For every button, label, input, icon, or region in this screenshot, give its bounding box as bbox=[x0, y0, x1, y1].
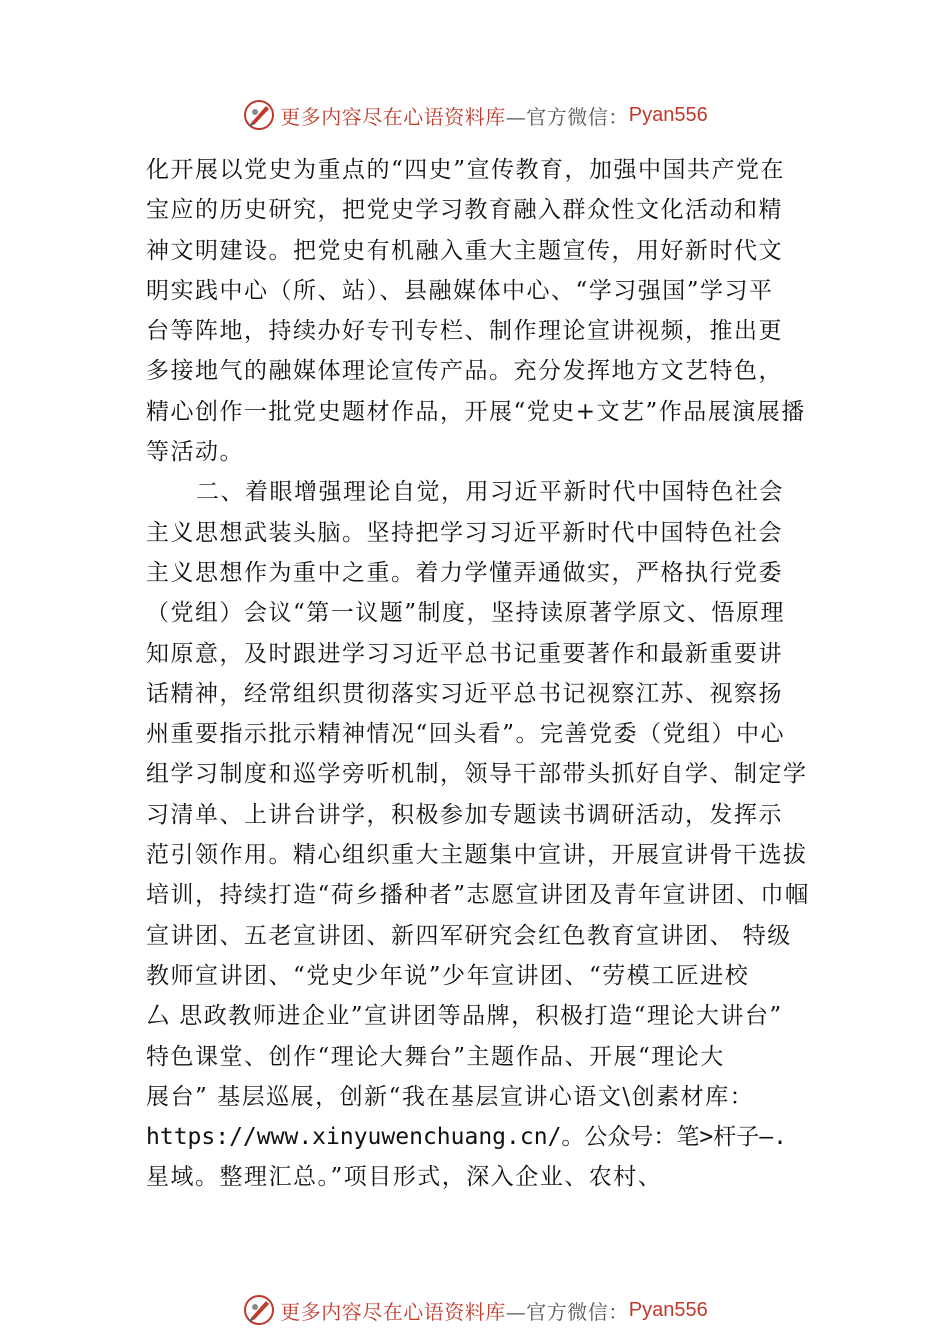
body-line: 明实践中心（所、站）、县融媒体中心、“学习强国”学习平 bbox=[146, 277, 774, 304]
body-line: 特色课堂、创作“理论大舞台”主题作品、开展“理论大 bbox=[146, 1043, 725, 1070]
body-line: 展台” 基层巡展，创新“我在基层宣讲心语文\创素材库： bbox=[146, 1083, 755, 1110]
body-line: 宝应的历史研究，把党史学习教育融入群众性文化活动和精 bbox=[146, 197, 783, 224]
body-line: 厶 思政教师进企业”宣讲团等品牌，积极打造“理论大讲台” bbox=[146, 1003, 783, 1030]
body-line: （党组）会议“第一议题”制度，坚持读原著学原文、悟原理 bbox=[146, 600, 786, 627]
banner-label: —官方微信： bbox=[505, 1299, 629, 1324]
body-line: 知原意，及时跟进学习习近平总书记重要著作和最新重要讲 bbox=[146, 640, 783, 667]
body-line: 多接地气的融媒体理论宣传产品。充分发挥地方文艺特色， bbox=[146, 358, 783, 385]
banner-title: 更多内容尽在心语资料库 bbox=[280, 1299, 506, 1324]
banner-label: —官方微信： bbox=[505, 104, 629, 129]
body-line: 化开展以党史为重点的“四史”宣传教育，加强中国共产党在 bbox=[146, 157, 786, 183]
body-line: 精心创作一批党史题材作品，开展“党史+文艺”作品展演展播 bbox=[146, 398, 806, 425]
banner-wechat-id: Pyan556 bbox=[628, 1298, 708, 1321]
url-line: https://www.xinyuwenchuang.cn/。公众号：笔>杆子—. bbox=[146, 1124, 787, 1151]
body-line: 主义思想作为重中之重。着力学懂弄通做实，严格执行党委 bbox=[146, 559, 783, 586]
body-line: 组学习制度和巡学旁听机制，领导干部带头抓好自学、制定学 bbox=[146, 761, 808, 788]
footer-banner bbox=[0, 1290, 950, 1330]
body-line: 话精神，经常组织贯彻落实习近平总书记视察江苏、视察扬 bbox=[146, 680, 783, 707]
quill-pen-logo-icon bbox=[242, 98, 276, 132]
document-body bbox=[146, 150, 826, 1198]
body-line: 宣讲团、五老宣讲团、新四军研究会红色教育宣讲团、 特级 bbox=[146, 922, 792, 949]
body-line: 星域。整理汇总。”项目形式，深入企业、农村、 bbox=[146, 1164, 663, 1191]
header-banner bbox=[0, 95, 950, 135]
body-line: 习清单、上讲台讲学，积极参加专题读书调研活动，发挥示 bbox=[146, 801, 783, 828]
body-line: 州重要指示批示精神情况“回头看”。完善党委（党组）中心 bbox=[146, 721, 786, 748]
body-line: 培训，持续打造“荷乡播种者”志愿宣讲团及青年宣讲团、巾帼 bbox=[146, 882, 810, 909]
banner-title: 更多内容尽在心语资料库 bbox=[280, 104, 506, 129]
body-line: 等活动。 bbox=[146, 439, 244, 466]
body-line: 台等阵地，持续办好专刊专栏、制作理论宣讲视频，推出更 bbox=[146, 318, 783, 345]
body-line: 教师宣讲团、“党史少年说”少年宣讲团、“劳模工匠进校 bbox=[146, 962, 750, 989]
body-line: 范引领作用。精心组织重大主题集中宣讲，开展宣讲骨干选拔 bbox=[146, 842, 808, 869]
section-heading-line: 二、着眼增强理论自觉，用习近平新时代中国特色社会 bbox=[196, 479, 784, 506]
banner-wechat-id: Pyan556 bbox=[628, 103, 708, 126]
body-line: 主义思想武装头脑。坚持把学习习近平新时代中国特色社会 bbox=[146, 519, 783, 546]
body-line: 神文明建设。把党史有机融入重大主题宣传，用好新时代文 bbox=[146, 237, 783, 264]
quill-pen-logo-icon bbox=[242, 1293, 276, 1327]
